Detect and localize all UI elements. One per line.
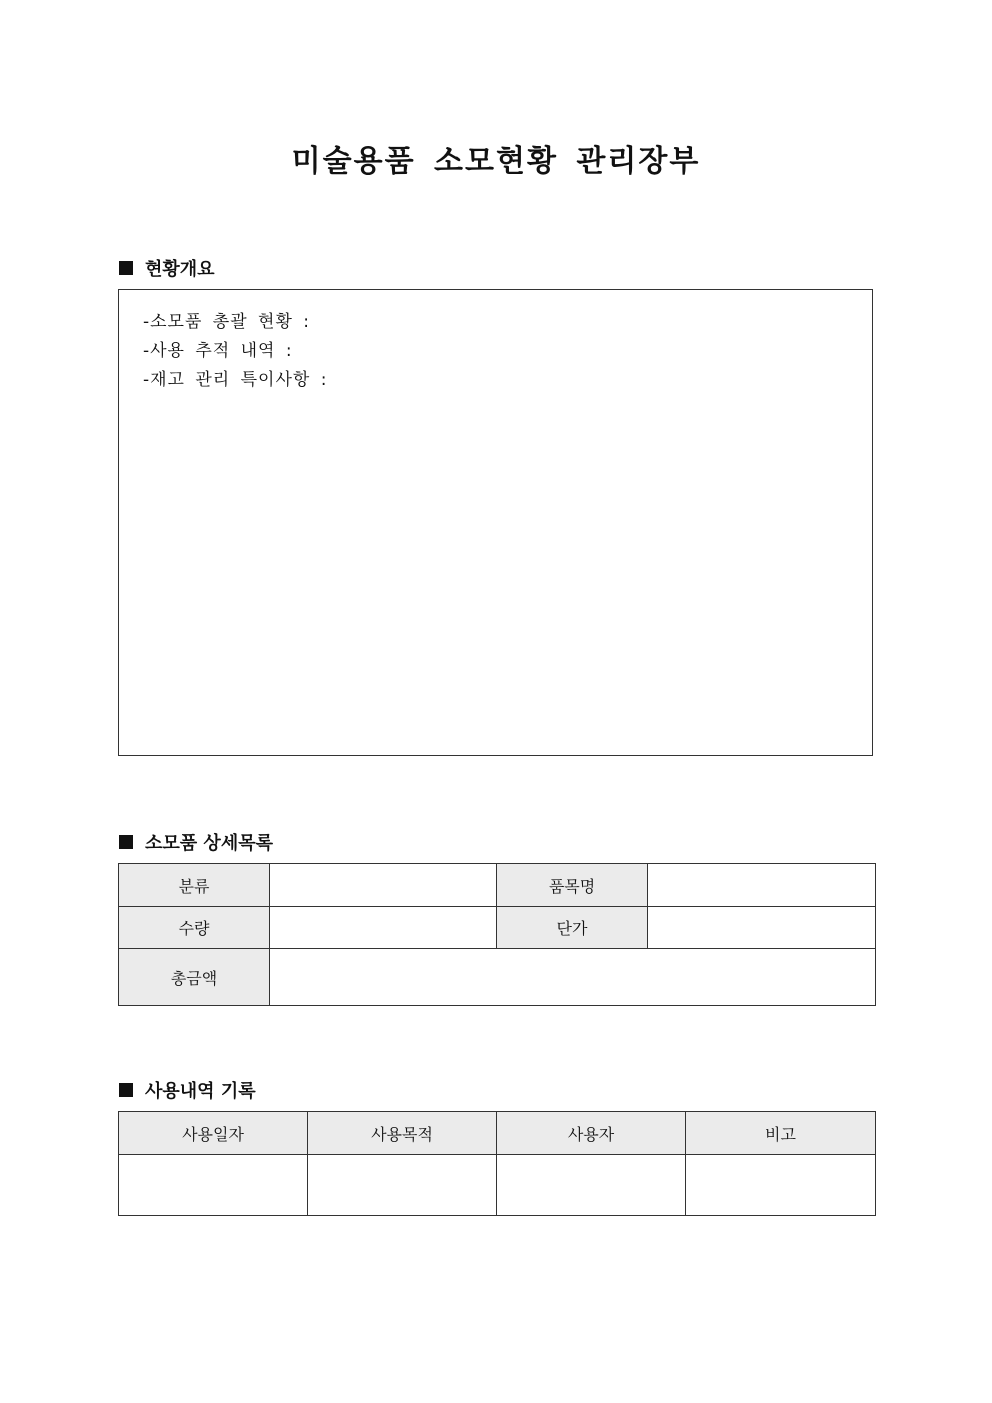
category-label: 분류 <box>119 864 270 907</box>
column-header-date: 사용일자 <box>119 1112 308 1155</box>
quantity-value[interactable] <box>270 907 497 949</box>
overview-line-notes: -재고 관리 특이사항 : <box>143 370 328 390</box>
total-value[interactable] <box>270 949 876 1006</box>
usage-table <box>118 1111 876 1216</box>
column-header-user: 사용자 <box>497 1112 686 1155</box>
overview-line-summary: -소모품 총괄 현황 : <box>143 312 311 332</box>
category-value[interactable] <box>270 864 497 907</box>
unit-price-value[interactable] <box>648 907 876 949</box>
overview-box[interactable] <box>118 289 873 756</box>
square-bullet-icon <box>119 835 133 849</box>
item-name-label: 품목명 <box>497 864 648 907</box>
table-row <box>119 864 876 907</box>
details-heading-label: 소모품 상세목록 <box>145 833 273 854</box>
details-table <box>118 863 876 1006</box>
overview-heading-label: 현황개요 <box>145 259 215 280</box>
table-row <box>119 949 876 1006</box>
column-header-purpose: 사용목적 <box>308 1112 497 1155</box>
table-header-row <box>119 1112 876 1155</box>
usage-date-cell[interactable] <box>119 1155 308 1216</box>
usage-purpose-cell[interactable] <box>308 1155 497 1216</box>
item-name-value[interactable] <box>648 864 876 907</box>
unit-price-label: 단가 <box>497 907 648 949</box>
table-row <box>119 907 876 949</box>
usage-heading-label: 사용내역 기록 <box>145 1081 256 1102</box>
usage-remarks-cell[interactable] <box>686 1155 876 1216</box>
details-heading <box>119 829 273 855</box>
column-header-remarks: 비고 <box>686 1112 876 1155</box>
overview-heading <box>119 255 215 281</box>
total-label: 총금액 <box>119 949 270 1006</box>
usage-heading <box>119 1077 256 1103</box>
usage-user-cell[interactable] <box>497 1155 686 1216</box>
square-bullet-icon <box>119 261 133 275</box>
page-title: 미술용품 소모현황 관리장부 <box>291 144 701 179</box>
square-bullet-icon <box>119 1083 133 1097</box>
table-row <box>119 1155 876 1216</box>
overview-line-tracking: -사용 추적 내역 : <box>143 341 293 361</box>
quantity-label: 수량 <box>119 907 270 949</box>
